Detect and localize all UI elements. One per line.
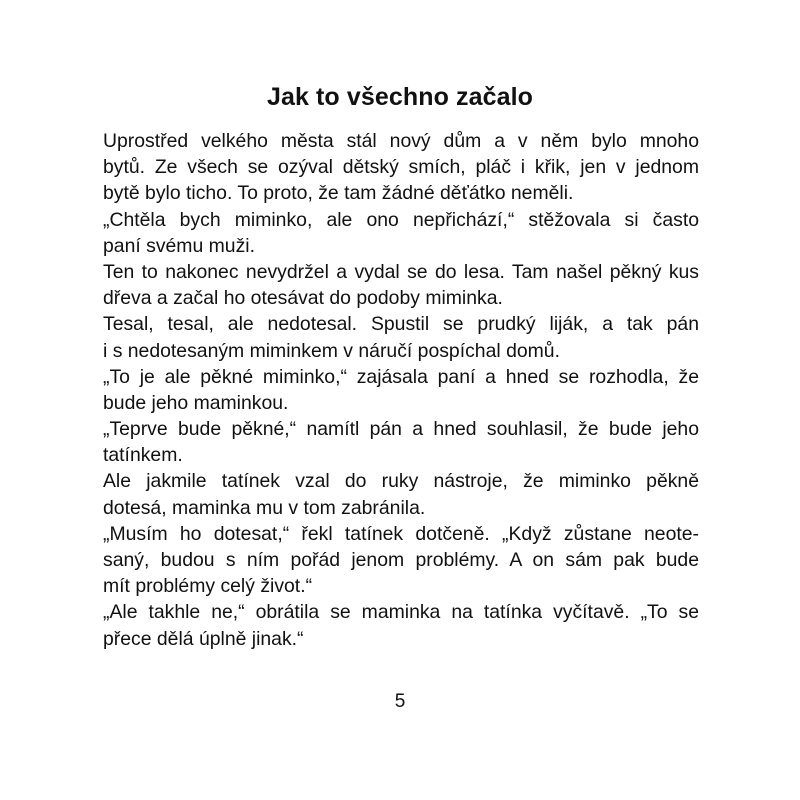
text-line: „Ale takhle ne,“ obrátila se maminka na tatínka vyčítavě. „To se (103, 601, 699, 624)
chapter-title: Jak to všechno začalo (266, 83, 534, 111)
text-line: „Chtěla bych miminko, ale ono nepřichází,“ stěžovala si často (103, 208, 699, 231)
text-line: saný, budou s ním pořád jenom problémy. A on sám pak bude (103, 549, 699, 571)
text-line: „Teprve bude pěkné,“ namítl pán a hned souhlasil, že bude jeho (103, 418, 699, 441)
text-line: bytů. Ze všech se ozýval dětský smích, pláč i křik, jen v jednom (103, 156, 699, 179)
text-line: dřeva a začal ho otesávat do podoby miminka. (103, 287, 503, 310)
text-line: i s nedotesaným miminkem v náručí pospíchal domů. (103, 339, 560, 362)
text-line: přece dělá úplně jinak.“ (103, 627, 304, 650)
text-line: Ten to nakonec nevydržel a vydal se do lesa. Tam našel pěkný kus (103, 260, 699, 283)
text-line: dotesá, maminka mu v tom zabránila. (103, 496, 426, 519)
text-line: bytě bylo ticho. To proto, že tam žádné děťátko neměli. (103, 182, 574, 205)
text-line: Uprostřed velkého města stál nový dům a v něm bylo mnoho (103, 130, 699, 152)
text-line: mít problémy celý život.“ (103, 575, 313, 598)
text-line: tatínkem. (103, 444, 183, 467)
page-number: 5 (394, 691, 406, 712)
story-text (103, 128, 699, 652)
text-line: Tesal, tesal, ale nedotesal. Spustil se prudký liják, a tak pán (103, 313, 699, 336)
text-line: „To je ale pěkné miminko,“ zajásala paní a hned se rozhodla, že (103, 365, 699, 388)
text-line: Ale jakmile tatínek vzal do ruky nástroje, že miminko pěkně (103, 470, 699, 493)
text-line: bude jeho maminkou. (103, 391, 289, 414)
text-line: „Musím ho dotesat,“ řekl tatínek dotčeně. „Když zůstane neote- (103, 522, 699, 545)
text-line: paní svému muži. (103, 234, 255, 257)
